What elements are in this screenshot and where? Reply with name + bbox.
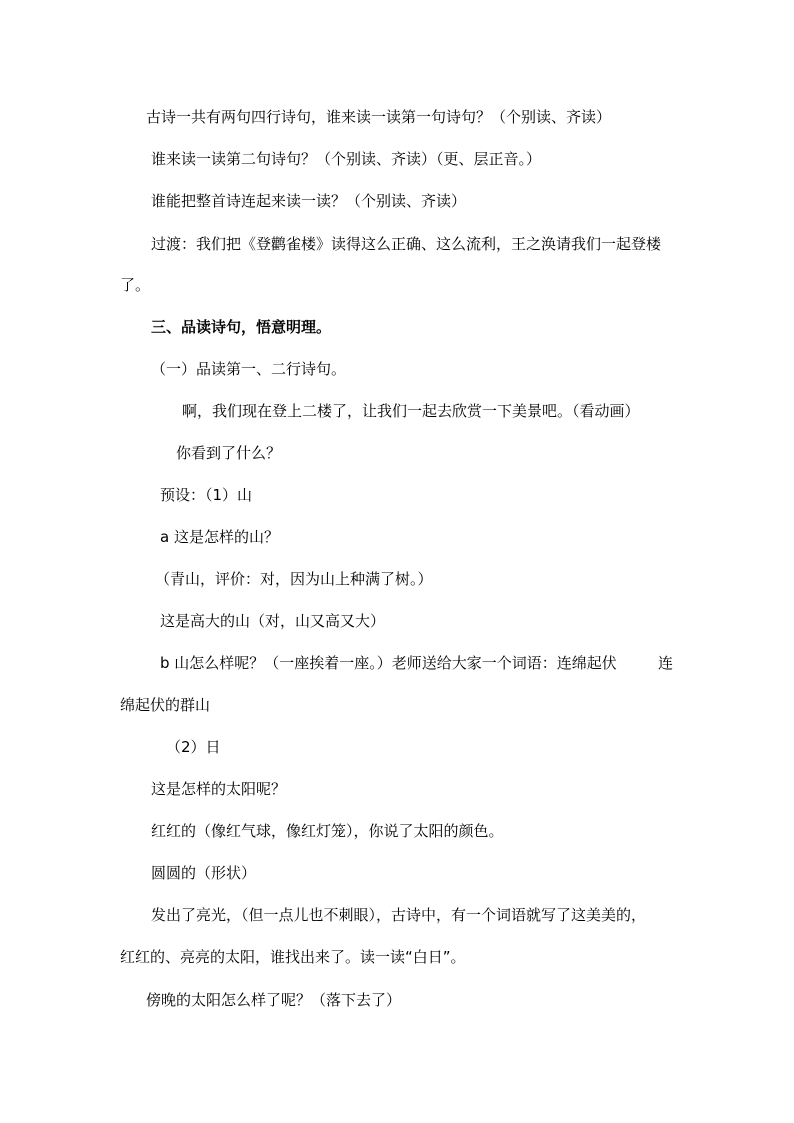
paragraph-line: （2）日 xyxy=(166,738,221,756)
paragraph-line: 红红的（像红气球，像红灯笼），你说了太阳的颜色。 xyxy=(151,822,504,840)
paragraph-line: 预设：（1）山 xyxy=(160,486,253,504)
paragraph-line: 傍晚的太阳怎么样了呢？（落下去了） xyxy=(146,991,402,1009)
paragraph-line: b 山怎么样呢？（一座挨着一座。）老师送给大家一个词语：连绵起伏 xyxy=(160,654,617,672)
section-heading: 三、品读诗句，悟意明理。 xyxy=(151,318,332,336)
paragraph-line: 啊，我们现在登上二楼了，让我们一起去欣赏一下美景吧。（看动画） xyxy=(182,402,640,420)
paragraph-line: 圆圆的（形状） xyxy=(151,864,257,882)
paragraph-line: 谁来读一读第二句诗句？（个别读、齐读）（更、层正音。） xyxy=(151,150,542,168)
paragraph-line: 谁能把整首诗连起来读一读？（个别读、齐读） xyxy=(151,192,467,210)
paragraph-line: 古诗一共有两句四行诗句，谁来读一读第一句诗句？（个别读、齐读） xyxy=(146,108,612,126)
subsection-heading: （一）品读第一、二行诗句。 xyxy=(151,360,347,378)
paragraph-line: 连 xyxy=(658,654,674,672)
paragraph-line: 发出了亮光，（但一点儿也不刺眼），古诗中，有一个词语就写了这美美的， xyxy=(151,906,647,924)
paragraph-line: 这是怎样的太阳呢？ xyxy=(151,780,287,798)
paragraph-line: 过渡：我们把《登鹳雀楼》读得这么正确、这么流利，王之涣请我们一起登楼 xyxy=(151,235,662,253)
paragraph-line: （青山，评价：对，因为山上种满了树。） xyxy=(155,570,433,588)
paragraph-line: 了。 xyxy=(120,276,151,294)
paragraph-line: a 这是怎样的山？ xyxy=(160,528,279,546)
paragraph-line: 这是高大的山（对，山又高又大） xyxy=(160,612,386,630)
paragraph-line: 红红的、亮亮的太阳，谁找出来了。读一读“白日”。 xyxy=(120,948,466,966)
paragraph-line: 绵起伏的群山 xyxy=(120,696,211,714)
paragraph-line: 你看到了什么？ xyxy=(176,444,282,462)
